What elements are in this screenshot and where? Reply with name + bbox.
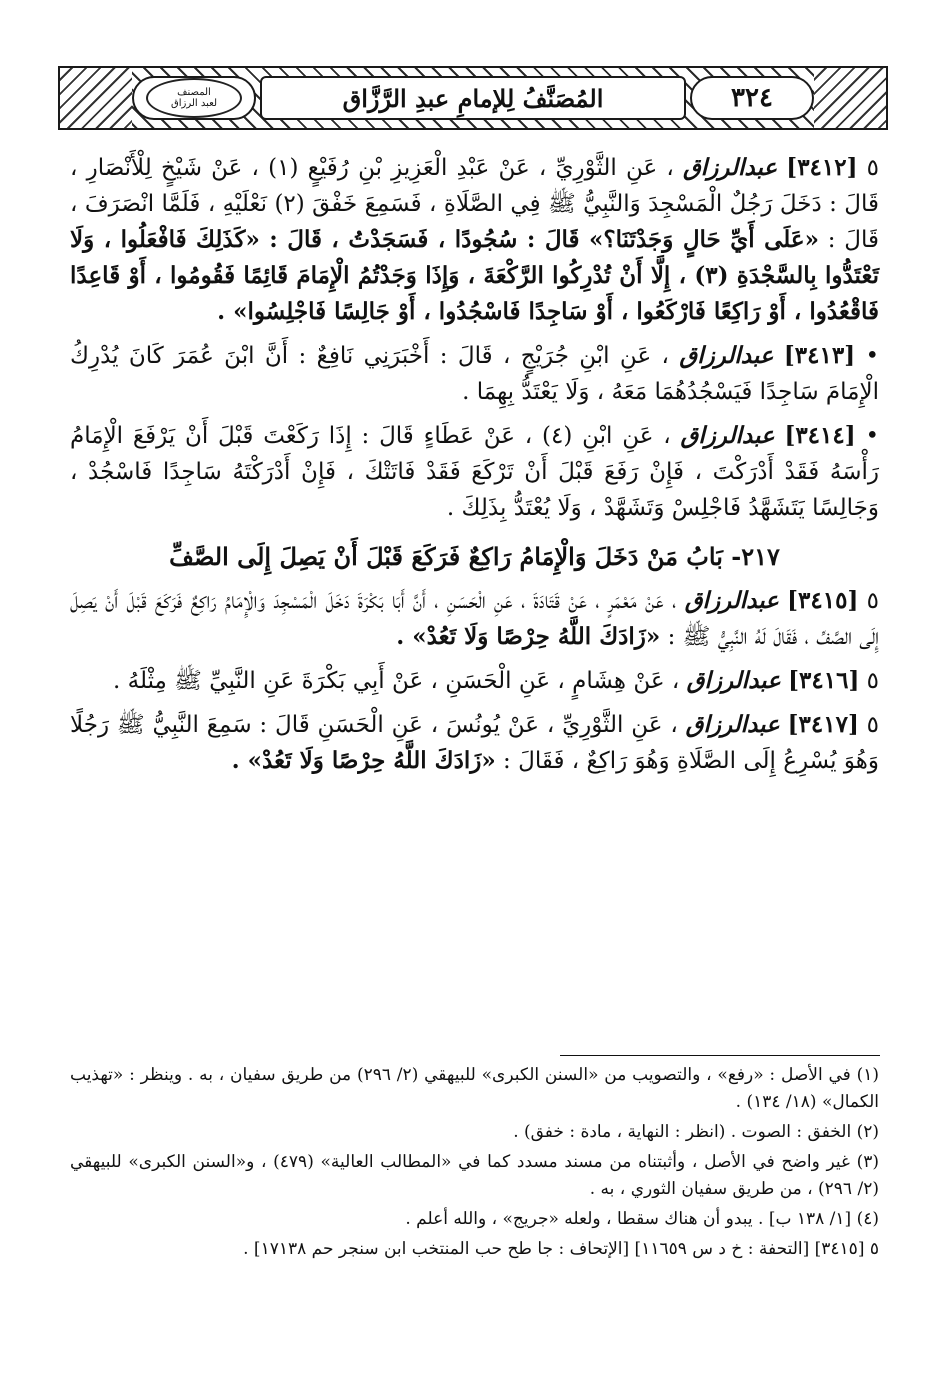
hadith-paragraph — [70, 418, 879, 526]
narration-marker: ٥ — [866, 155, 880, 181]
seal-logo — [146, 78, 242, 118]
ornament-band-right — [814, 68, 886, 128]
prophetic-quote: «زَادَكَ اللَّهُ حِرْصًا وَلَا تَعُدْ» . — [231, 747, 496, 774]
hadith-number: [٣٤١٤] — [784, 422, 856, 449]
hadith-text: ، عَنِ الثَّوْرِيِّ ، عَنْ يُونُسَ ، عَنِ الْحَسَنِ قَالَ : سَمِعَ النَّبِيُّ ﷺ رَجُلًا وَهُوَ يُسْرِعُ إِلَى الصَّلَاةِ وَهُوَ رَاكِعٌ ، فَقَالَ : — [70, 712, 879, 774]
title-box — [260, 76, 686, 120]
author-name: عبدالرزاق — [680, 422, 775, 449]
narration-marker: • — [865, 343, 880, 369]
footnote: (٢) الخفق : الصوت . (انظر : النهاية ، مادة : خفق) . — [513, 1122, 879, 1142]
author-name: عبدالرزاق — [685, 711, 780, 738]
hadith-text: ، عَنِ ابْنِ (٤) ، عَنْ عَطَاءٍ قَالَ : إِذَا رَكَعْتَ قَبْلَ أَنْ يَرْفَعَ الْإِمَامُ رَأْسَهُ فَقَدْ أَدْرَكْتَ ، فَإِنْ رَفَعَ قَبْلَ أَنْ تَرْكَعَ فَقَدْ فَاتَتْكَ ، فَإِنْ أَدْرَكْتَهُ سَاجِدًا فَاسْجُدْ ، وَجَالِسًا يَتَشَهَّدُ فَاجْلِسْ وَتَشَهَّدْ ، وَلَا يُعْتَدُّ بِذَلِكَ . — [70, 423, 879, 521]
author-name: عبدالرزاق — [684, 587, 779, 614]
hadith-paragraph — [70, 707, 879, 779]
hadith-number: [٣٤١٦] — [788, 667, 860, 694]
book-title: المُصَنَّفُ لِلإمامِ عبدِ الرَّزَّاق — [342, 83, 604, 113]
author-name: عبدالرزاق — [679, 342, 774, 369]
hadith-text: ، عَنْ مَعْمَرٍ ، عَنْ قَتَادَةَ ، عَنِ الْحَسَنِ ، أَنَّ أَبَا بَكْرَةَ دَخَلَ الْمَسْجِدَ وَالْإِمَامُ رَاكِعٌ فَرَكَعَ قَبْلَ أَنْ يَصِلَ إِلَى الصَّفِّ ، فَقَالَ لَهُ النَّبِيُّ ﷺ : — [70, 588, 879, 650]
hadith-paragraph — [70, 150, 879, 330]
footnote-divider — [560, 1055, 880, 1056]
footnote: (١) في الأصل : «رفع» ، والتصويب من «السنن الكبرى» للبيهقي (٢/ ٢٩٦) من طريق سفيان ، به . وينظر : «تهذيب الكمال» (١٨/ ١٣٤) . — [70, 1065, 880, 1112]
footnote: ٥ [٣٤١٥] [التحفة : خ د س ١١٦٥٩] [الإتحاف : جا طح حب المنتخب ابن سنجر حم ١٧١٣٨] . — [243, 1239, 879, 1259]
hadith-number: [٣٤١٧] — [787, 711, 859, 738]
narration-marker: ٥ — [866, 712, 880, 738]
footnote: (٤) [١/ ١٣٨ ب] . يبدو أن هناك سقطا ، ولعله «جريج» ، والله أعلم . — [405, 1209, 879, 1229]
footnote: (٣) غير واضح في الأصل ، وأثبتناه من مسند مسدد كما في «المطالب العالية» (٤٧٩) ، و«السنن الكبرى» للبيهقي (٢/ ٢٩٦) ، من طريق سفيان الثوري ، به . — [70, 1152, 879, 1199]
hadith-number: [٣٤١٣] — [783, 342, 856, 369]
page-number-box — [690, 76, 814, 120]
ornament-band-left — [60, 68, 132, 128]
hadith-paragraph — [70, 338, 879, 410]
main-text — [70, 150, 879, 787]
narration-marker: ٥ — [866, 668, 879, 694]
hadith-text: ، عَنِ الثَّوْرِيِّ ، عَنْ عَبْدِ الْعَزِيزِ بْنِ رُفَيْعٍ (١) ، عَنْ شَيْخٍ لِلْأَنْصَارِ ، قَالَ : دَخَلَ رَجُلٌ الْمَسْجِدَ وَالنَّبِيُّ ﷺ فِي الصَّلَاةِ ، فَسَمِعَ خَفْقَ (٢) نَعْلَيْهِ ، فَلَمَّا انْصَرَفَ ، قَالَ : — [70, 155, 880, 253]
book-seal — [132, 76, 256, 120]
author-name: عبدالرزاق — [682, 154, 778, 181]
hadith-text: ، عَنْ هِشَامٍ ، عَنِ الْحَسَنِ ، عَنْ أَبِي بَكْرَةَ عَنِ النَّبِيِّ ﷺ مِثْلَهُ . — [113, 668, 680, 694]
prophetic-quote: «عَلَى أَيِّ حَالٍ وَجَدْتَنَا؟» قَالَ : سُجُودًا ، فَسَجَدْتُ ، قَالَ : «كَذَلِكَ فَافْعَلُوا ، وَلَا تَعْتَدُّوا بِالسَّجْدَةِ (٣) ، إِلَّا أَنْ تُدْرِكُوا الرَّكْعَةَ ، وَإِذَا وَجَدْتُمُ الْإِمَامَ قَائِمًا فَقُومُوا ، أَوْ قَاعِدًا فَاقْعُدُوا ، أَوْ رَاكِعًا فَارْكَعُوا ، أَوْ سَاجِدًا فَاسْجُدُوا ، أَوْ جَالِسًا فَاجْلِسُوا» . — [70, 226, 879, 325]
prophetic-quote: «زَادَكَ اللَّهُ حِرْصًا وَلَا تَعُدْ» . — [396, 623, 661, 650]
hadith-text: ، عَنِ ابْنِ جُرَيْجٍ ، قَالَ : أَخْبَرَنِي نَافِعٌ : أَنَّ ابْنَ عُمَرَ كَانَ يُدْرِكُ الْإِمَامَ سَاجِدًا فَيَسْجُدُهُمَا مَعَهُ ، وَلَا يَعْتَدُّ بِهِمَا . — [70, 343, 879, 405]
narration-marker: • — [865, 423, 880, 449]
seal-line: لعبد الرزاق — [170, 98, 218, 109]
page-number: ٣٢٤ — [731, 83, 773, 113]
chapter-heading: ٢١٧- بَابُ مَنْ دَخَلَ وَالْإِمَامُ رَاكِعٌ فَرَكَعَ قَبْلَ أَنْ يَصِلَ إِلَى الصَّفِّ — [169, 542, 780, 571]
hadith-number: [٣٤١٥] — [787, 587, 859, 614]
hadith-number: [٣٤١٢] — [786, 154, 858, 181]
hadith-paragraph — [70, 663, 879, 699]
page-header — [58, 66, 888, 130]
narration-marker: ٥ — [866, 588, 879, 614]
seal-line: المصنف — [177, 87, 211, 98]
footnotes — [70, 1062, 879, 1266]
hadith-paragraph — [70, 583, 879, 655]
author-name: عبدالرزاق — [686, 667, 781, 694]
